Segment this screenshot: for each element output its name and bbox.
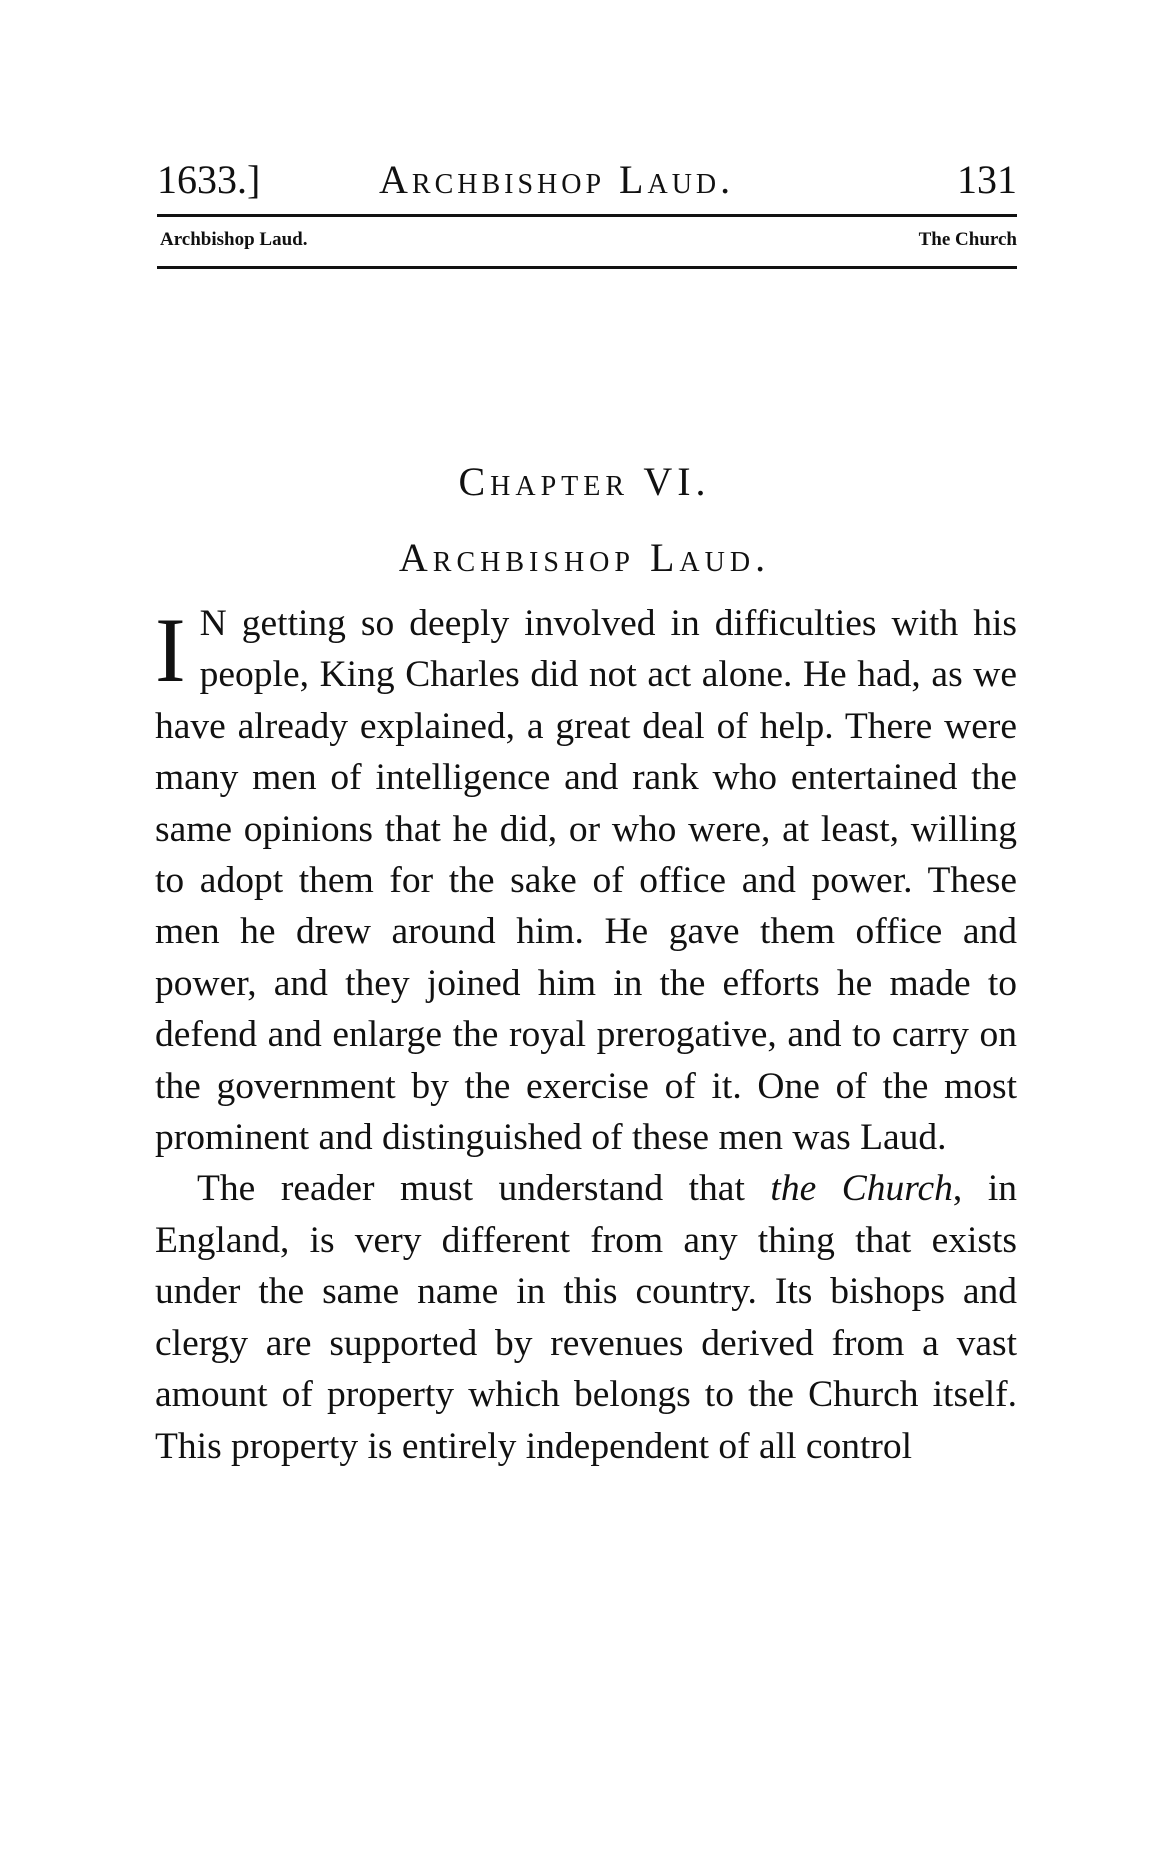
running-head-title: Archbishop Laud. (379, 157, 735, 202)
sidenote-right: The Church (918, 229, 1017, 250)
paragraph-2-text-end: , in England, is very different from any thing that exists under the same name in this country. Its bishops and clergy are supported by revenues derived from a vast amount of property which belongs to the Church itself. This property is entirely independent of all control (155, 1168, 1018, 1467)
first-word-rest: N (199, 603, 227, 644)
drop-cap: I (155, 599, 186, 701)
sidenote-left: Archbishop Laud. (160, 229, 308, 250)
paragraph-2-italic: the Church (770, 1168, 953, 1210)
header-rule-bottom (157, 266, 1017, 269)
paragraph-2 (155, 1163, 1017, 1471)
header-rule-top (157, 214, 1017, 217)
paragraph-1-text: getting so deeply involved in difficulties with his people, King Charles did not act alone. He had, as we have already explained, a great deal of help. There were many men of intelligence and rank who entertained the same opinions that he did, or who were, at least, willing to adopt them for the sake of office and power. These men he drew around him. He gave them office and power, and they joined him in the efforts he made to defend and enlarge the royal prerogative, and to carry on the government by the exercise of it. One of the most prominent and distinguished of these men was Laud. (155, 603, 1017, 1159)
chapter-number: Chapter VI. (458, 459, 711, 504)
running-head (157, 150, 1017, 210)
paragraph-2-text-start: The reader must understand that (197, 1168, 771, 1210)
chapter-title: Archbishop Laud. (398, 535, 771, 580)
page-number: 131 (957, 157, 1017, 202)
body-text (155, 598, 1017, 1472)
running-head-year: 1633.] (157, 157, 261, 202)
paragraph-1 (155, 598, 1017, 1163)
